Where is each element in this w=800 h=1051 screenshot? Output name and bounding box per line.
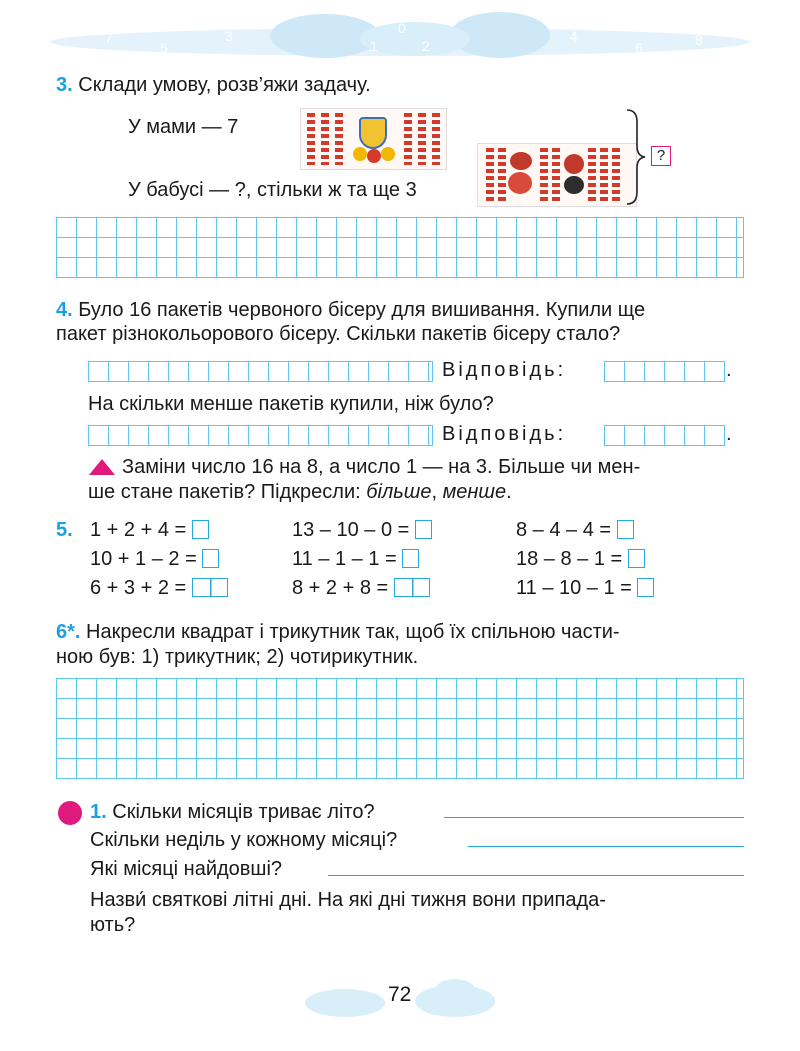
header-clouds — [50, 8, 750, 64]
answer-box[interactable] — [617, 520, 634, 539]
period: . — [506, 481, 512, 503]
header-number: 3 — [225, 28, 233, 44]
brace-icon — [623, 108, 649, 206]
task4-number: 4. — [56, 299, 73, 321]
answer-box[interactable] — [192, 520, 209, 539]
answer-line-1[interactable] — [444, 817, 744, 818]
answer-label-1: Відповідь: — [442, 359, 567, 381]
solution-row-1[interactable] — [88, 361, 433, 382]
answer-grid-task3[interactable] — [56, 217, 744, 278]
answer-box[interactable] — [628, 549, 645, 568]
task4-extra-line2 — [88, 480, 512, 504]
towel-image-mom — [300, 108, 447, 170]
answer-line-2[interactable] — [468, 846, 744, 847]
separator: , — [431, 481, 443, 503]
task4-line1 — [56, 298, 645, 322]
bullet-icon — [58, 801, 82, 825]
expression: 13 – 10 – 0 = — [292, 519, 410, 541]
task5-number: 5. — [56, 519, 73, 541]
task3-number: 3. — [56, 74, 73, 96]
bonus-number: 1. — [90, 801, 107, 823]
header-number: 8 — [695, 32, 703, 48]
expression: 6 + 3 + 2 = — [90, 577, 187, 599]
task6-number: 6*. — [56, 621, 81, 643]
drawing-grid-task6[interactable] — [56, 678, 744, 779]
task4-extra-text: ше стане пакетів? Підкресли: — [88, 481, 367, 503]
header-number: 7 — [105, 30, 113, 46]
header-number: 0 — [398, 20, 406, 36]
bonus-q4-line1: Назви́ святкові літні дні. На які дні тижня вони припада- — [90, 889, 606, 911]
answer-line-3[interactable] — [328, 875, 744, 876]
answer-box[interactable] — [637, 578, 654, 597]
task6-text-line1: Накресли квадрат і трикутник так, щоб їх спільною части- — [86, 621, 620, 643]
solution-row-2[interactable] — [88, 425, 433, 446]
header-number: 5 — [160, 40, 168, 56]
question-box[interactable]: ? — [651, 146, 671, 166]
task4-question2: На скільки менше пакетів купили, ніж було? — [88, 393, 494, 415]
option-less[interactable]: менше — [442, 481, 507, 503]
task3-line2: У бабусі — ?, стільки ж та ще 3 — [128, 179, 417, 201]
task4-text-line1: Було 16 пакетів червоного бісеру для вишивання. Купили ще — [78, 299, 646, 321]
expression: 10 + 1 – 2 = — [90, 548, 197, 570]
answer-box[interactable] — [394, 578, 430, 597]
header-number: 2 — [422, 38, 430, 54]
bonus-q3: Які місяці найдовші? — [90, 858, 283, 880]
bonus-q1 — [90, 800, 375, 824]
header-number: 6 — [635, 40, 643, 56]
towel-image-grandma — [477, 143, 637, 207]
task3-line1: У мами — 7 — [128, 116, 239, 138]
answer-period-1: . — [726, 359, 732, 381]
expression: 11 – 1 – 1 = — [292, 548, 397, 570]
answer-box[interactable] — [402, 549, 419, 568]
answer-box[interactable] — [415, 520, 432, 539]
header-number: 4 — [570, 28, 578, 44]
answer-cells-2[interactable] — [604, 425, 725, 446]
task4-extra-line1: Заміни число 16 на 8, а число 1 — на 3. Більше чи мен- — [122, 456, 641, 478]
expression: 1 + 2 + 4 = — [90, 519, 187, 541]
expression: 11 – 10 – 1 = — [516, 577, 632, 599]
option-more[interactable]: більше — [366, 481, 432, 503]
task3-heading — [56, 73, 371, 97]
page-number: 72 — [388, 983, 412, 1006]
header-number: 1 — [370, 38, 378, 54]
triangle-icon — [88, 458, 116, 476]
bonus-q4-line2: ють? — [90, 914, 136, 936]
bonus-q2: Скільки неділь у кожному місяці? — [90, 829, 398, 851]
expression: 8 – 4 – 4 = — [516, 519, 612, 541]
task4-text-line2: пакет різнокольорового бісеру. Скільки пакетів бісеру стало? — [56, 323, 621, 345]
answer-box[interactable] — [202, 549, 219, 568]
bonus-q1-text: Скільки місяців триває літо? — [112, 801, 375, 823]
expression: 18 – 8 – 1 = — [516, 548, 623, 570]
task6-text-line2: ною був: 1) трикутник; 2) чотирикутник. — [56, 646, 419, 668]
answer-cells-1[interactable] — [604, 361, 725, 382]
task6-line1 — [56, 620, 620, 644]
task3-title: Склади умову, розв’яжи задачу. — [78, 74, 371, 96]
answer-box[interactable] — [192, 578, 228, 597]
expression: 8 + 2 + 8 = — [292, 577, 389, 599]
answer-label-2: Відповідь: — [442, 423, 567, 445]
answer-period-2: . — [726, 423, 732, 445]
